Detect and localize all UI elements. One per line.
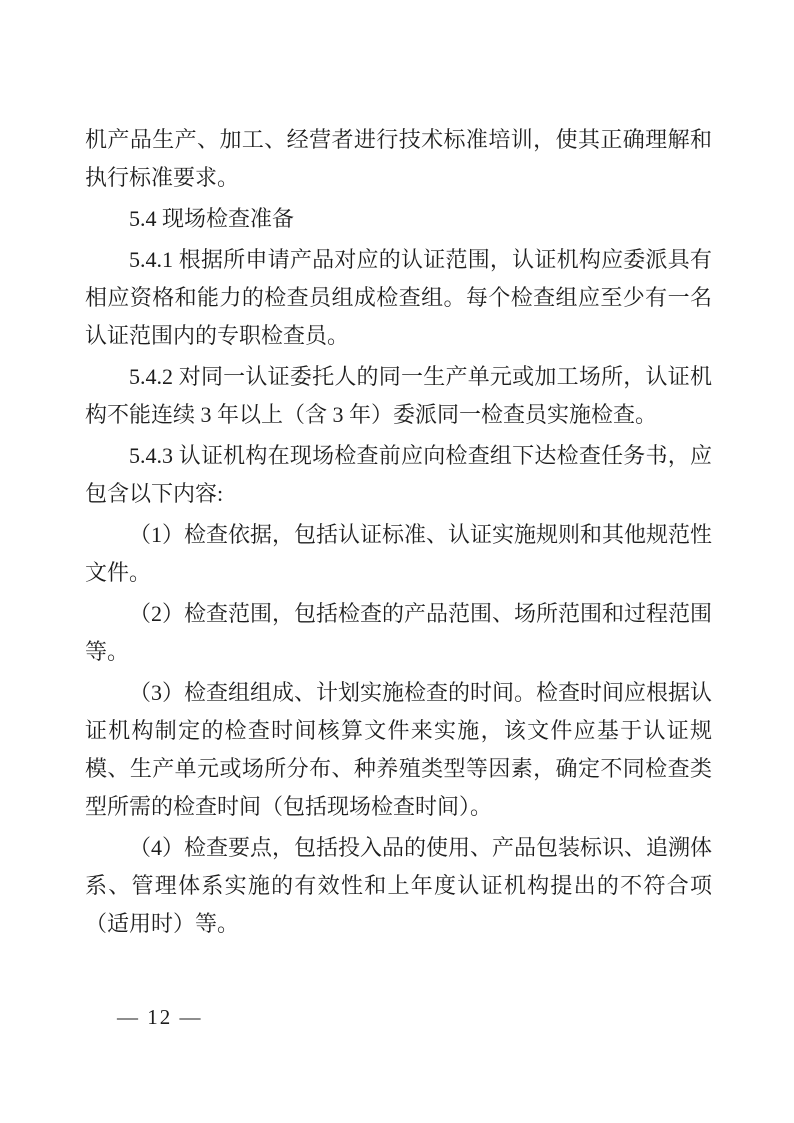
paragraph-8: （3）检查组组成、计划实施检查的时间。检查时间应根据认证机构制定的检查时间核算文件来实施，该文件应基于认证规模、生产单元或场所分布、种养殖类型等因素，确定不同检查类型所需的检查时间（包括现场检查时间）。 <box>85 680 713 819</box>
paragraph-2: 5.4 现场检查准备 <box>129 206 295 231</box>
paragraph-5: 5.4.3 认证机构在现场检查前应向检查组下达检查任务书，应包含以下内容: <box>85 443 712 506</box>
paragraph-7: （2）检查范围，包括检查的产品范围、场所范围和过程范围等。 <box>85 601 713 664</box>
page-footer <box>117 1002 203 1032</box>
paragraph-9: （4）检查要点，包括投入品的使用、产品包装标识、追溯体系、管理体系实施的有效性和上年度认证机构提出的不符合项（适用时）等。 <box>85 835 713 936</box>
paragraph-1: 机产品生产、加工、经营者进行技术标准培训，使其正确理解和执行标准要求。 <box>85 127 712 190</box>
document-body <box>85 121 712 946</box>
paragraph-3: 5.4.1 根据所申请产品对应的认证范围，认证机构应委派具有相应资格和能力的检查员组成检查组。每个检查组应至少有一名认证范围内的专职检查员。 <box>85 247 712 348</box>
paragraph-6: （1）检查依据，包括认证标准、认证实施规则和其他规范性文件。 <box>85 522 713 585</box>
page-number: — 12 — <box>117 1005 203 1029</box>
paragraph-4: 5.4.2 对同一认证委托人的同一生产单元或加工场所，认证机构不能连续 3 年以上（含 3 年）委派同一检查员实施检查。 <box>85 364 712 427</box>
